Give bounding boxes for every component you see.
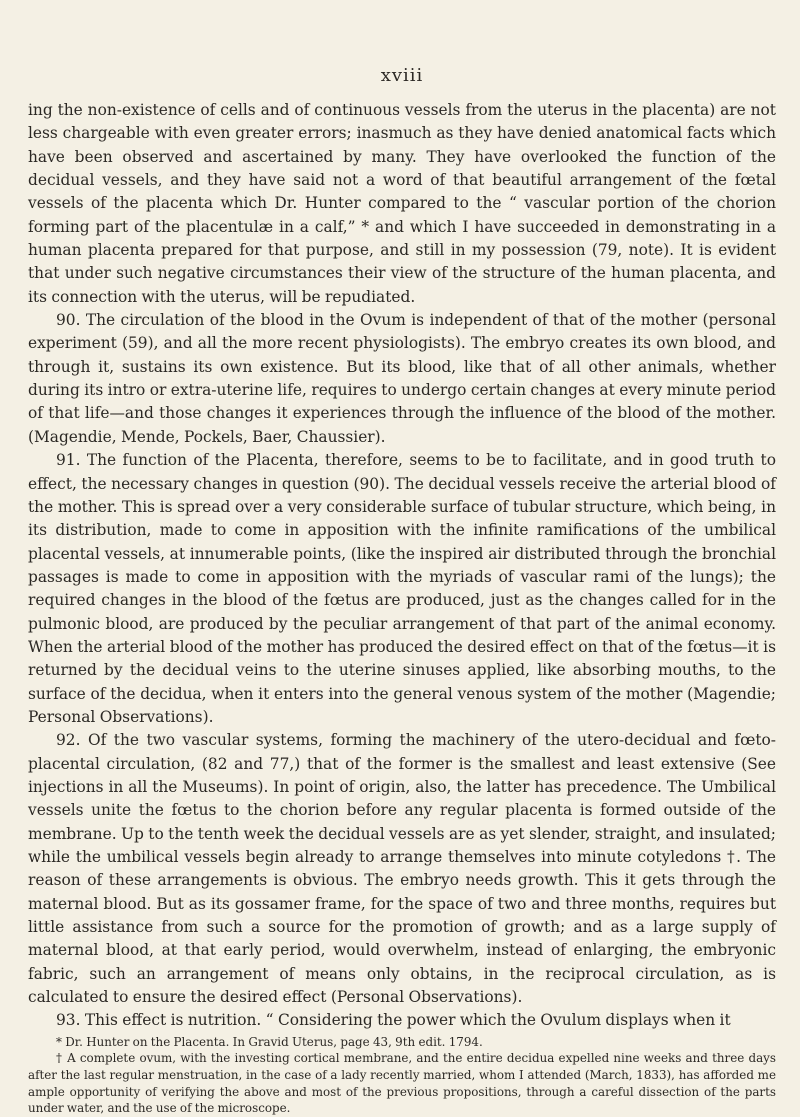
body-text: [28, 99, 776, 1033]
footnotes: [28, 1034, 776, 1117]
paragraph-continuation: ing the non-existence of cells and of continuous vessels from the uterus in the placenta) are not less chargeable with even greater errors; inasmuch as they have denied anatomical facts which have been observed and ascertained by many. They have overlooked the function of the decidual vessels, and they have said not a word of that beautiful arrangement of the fœtal vessels of the placenta which Dr. Hunter compared to the “ vascular portion of the chorion forming part of the placentulæ in a calf,” * and which I have succeeded in demonstrating in a human placenta prepared for that purpose, and still in my possession (79, note). It is evident that under such negative circumstances their view of the structure of the human placenta, and its connection with the uterus, will be repudiated.: [28, 101, 776, 306]
footnote-asterisk: * Dr. Hunter on the Placenta. In Gravid Uterus, page 43, 9th edit. 1794.: [56, 1034, 483, 1049]
paragraph-93: 93. This effect is nutrition. “ Considering the power which the Ovulum displays when it: [56, 1011, 731, 1030]
page-number: xviii: [380, 65, 424, 86]
paragraph-91: 91. The function of the Placenta, therefore, seems to be to facilitate, and in good truth to effect, the necessary changes in question (90). The decidual vessels receive the arterial blood of the mother. This is spread over a very considerable surface of tubular structure, which being, in its distribution, made to come in apposition with the infinite ramifications of the umbilical placental vessels, at innumerable points, (like the inspired air distributed through the bronchial passages is made to come in apposition with the myriads of vascular rami of the lungs); the required changes in the blood of the fœtus are produced, just as the changes called for in the pulmonic blood, are produced by the peculiar arrangement of that part of the animal economy. When the arterial blood of the mother has produced the desired effect on that of the fœtus—it is returned by the decidual veins to the uterine sinuses applied, like absorbing mouths, to the surface of the decidua, when it enters into the general venous system of the mother (Magendie; Personal Observations).: [28, 451, 776, 726]
footnote-dagger: † A complete ovum, with the investing cortical membrane, and the entire decidua expelled nine weeks and three days after the last regular menstruation, in the case of a lady recently married, whom I attended (March, 1833), has afforded me ample opportunity of verifying the above and most of the previous propositions, through a careful dissection of the parts under water, and the use of the microscope.: [28, 1051, 776, 1116]
paragraph-92: 92. Of the two vascular systems, forming the machinery of the utero-decidual and fœto-placental circulation, (82 and 77,) that of the former is the smallest and least extensive (See injections in all the Museums). In point of origin, also, the latter has precedence. The Umbilical vessels unite the fœtus to the chorion before any regular placenta is formed outside of the membrane. Up to the tenth week the decidual vessels are as yet slender, straight, and insulated; while the umbilical vessels begin already to arrange themselves into minute cotyledons †. The reason of these arrangements is obvious. The embryo needs growth. This it gets through the maternal blood. But as its gossamer frame, for the space of two and three months, requires but little assistance from such a source for the promotion of growth; and as a large supply of maternal blood, at that early period, would overwhelm, instead of enlarging, the embryonic fabric, such an arrangement of means only obtains, in the reciprocal circulation, as is calculated to ensure the desired effect (Personal Observations).: [28, 731, 776, 1007]
book-page: [28, 0, 776, 1116]
paragraph-90: 90. The circulation of the blood in the Ovum is independent of that of the mother (personal experiment (59), and all the more recent physiologists). The embryo creates its own blood, and through it, sustains its own existence. But its blood, like that of all other animals, whether during its intro or extra-uterine life, requires to undergo certain changes at every minute period of that life—and those changes it experiences through the influence of the blood of the mother. (Magendie, Mende, Pockels, Baer, Chaussier).: [28, 311, 776, 446]
